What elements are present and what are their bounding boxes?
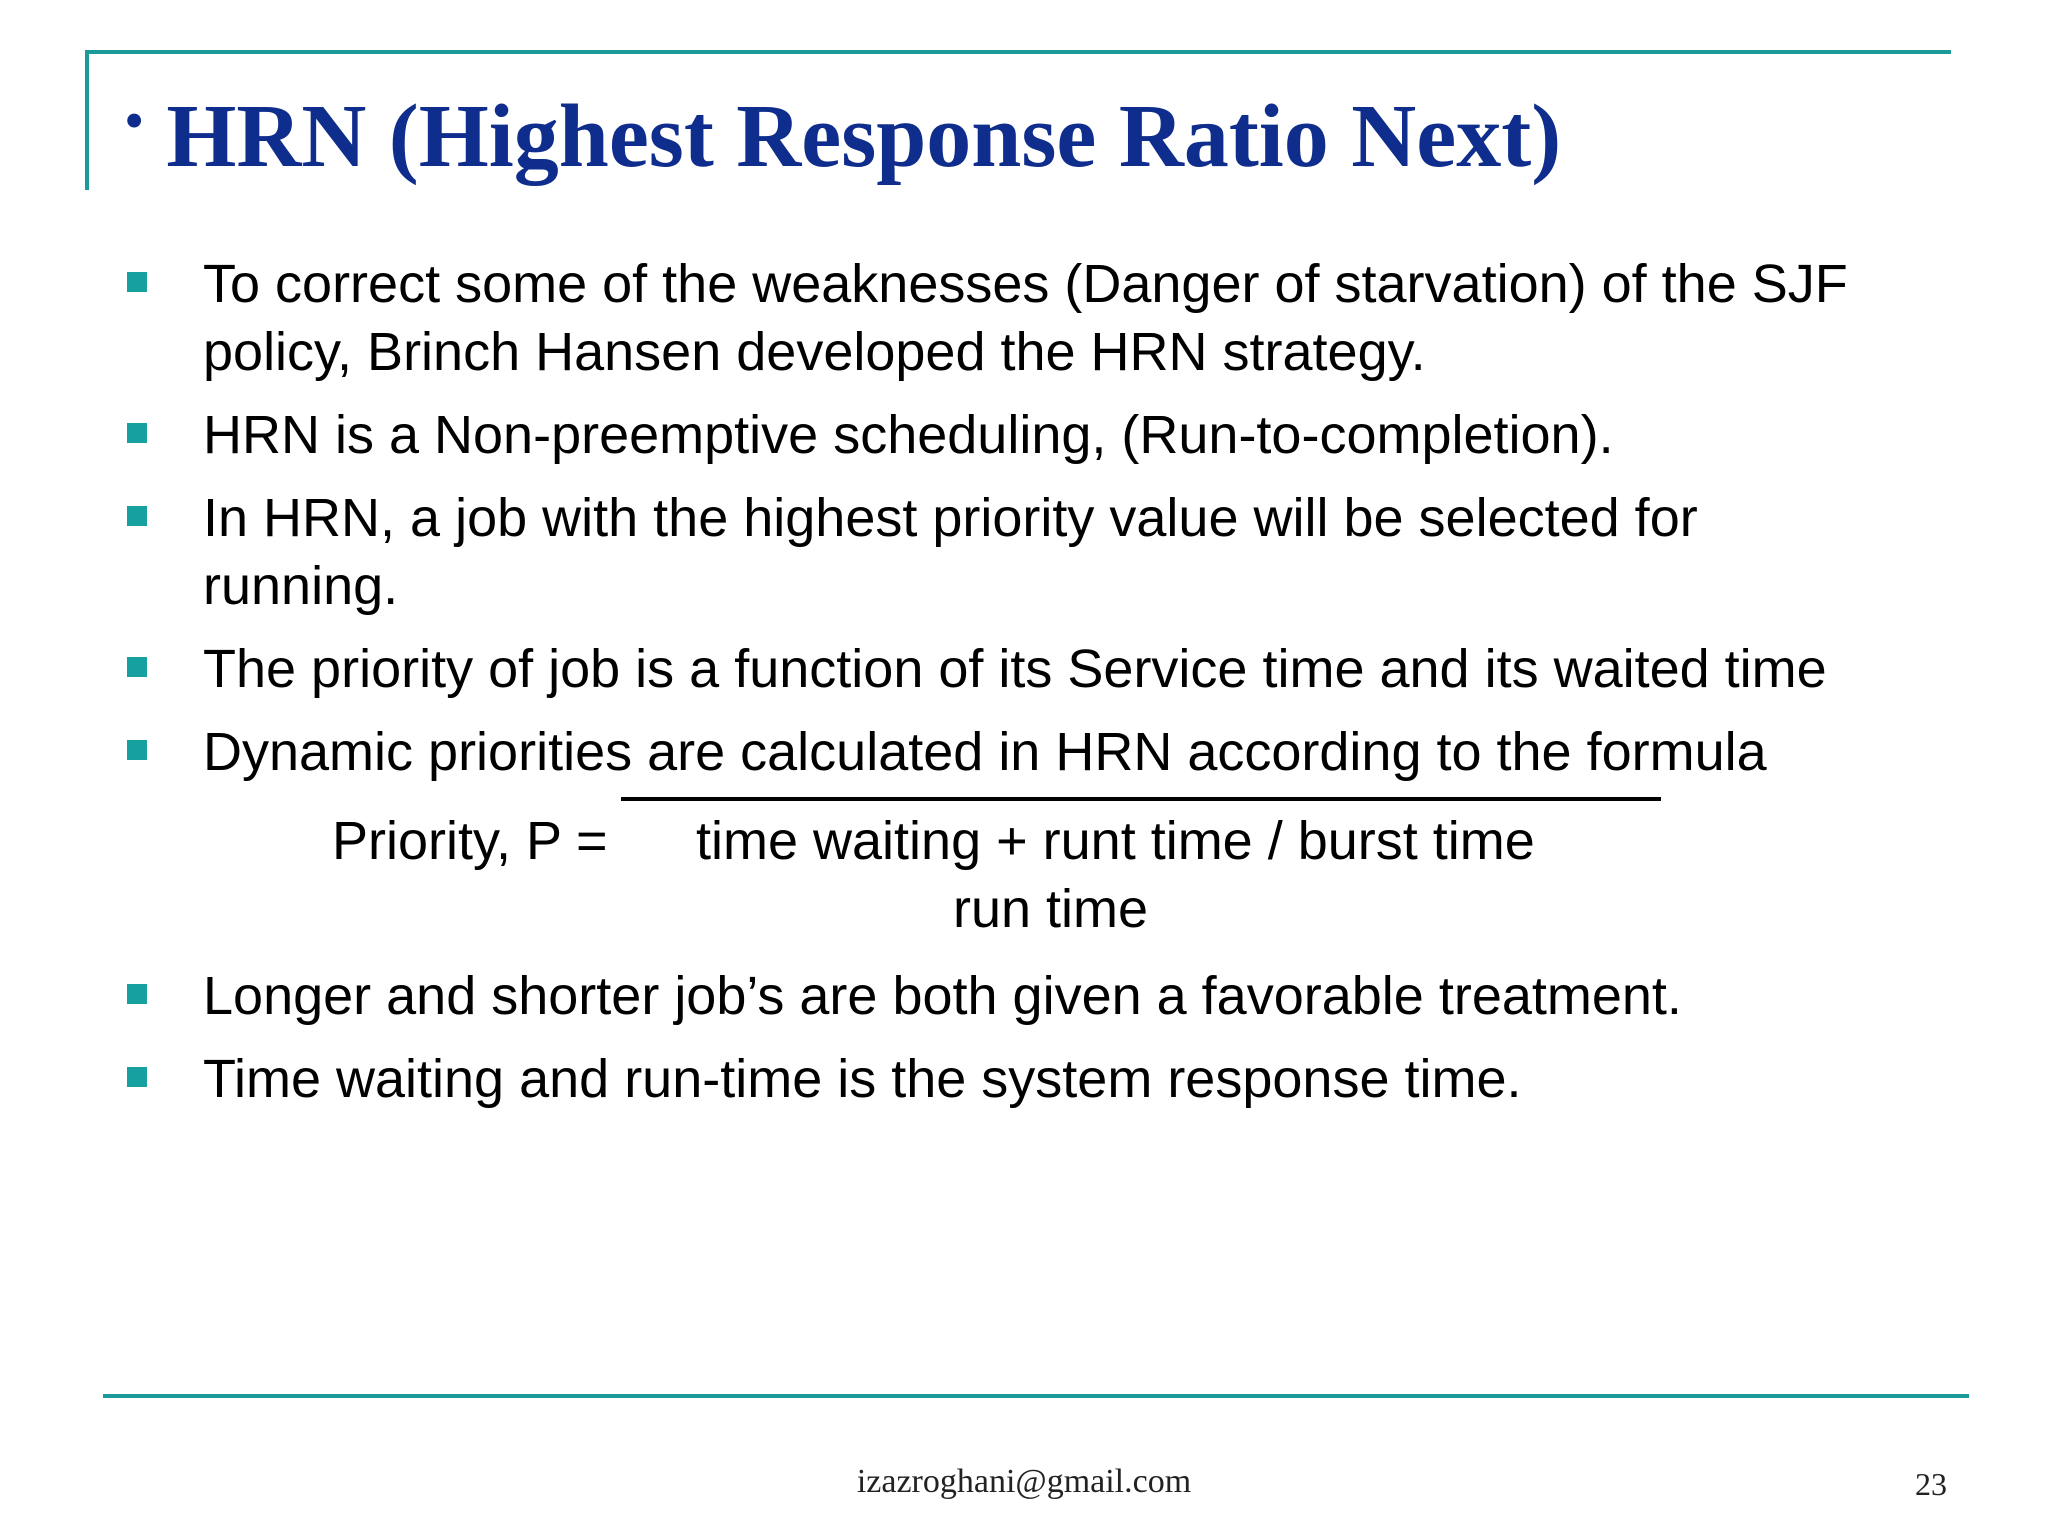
bullet-text: Time waiting and run-time is the system response time. bbox=[203, 1049, 1522, 1109]
list-item bbox=[125, 718, 1905, 786]
square-bullet-icon bbox=[127, 272, 147, 292]
top-rule bbox=[85, 50, 1951, 54]
square-bullet-icon bbox=[127, 984, 147, 1004]
formula-denominator: run time bbox=[953, 879, 1149, 939]
left-rule bbox=[85, 50, 89, 190]
formula-lhs: Priority, P = bbox=[332, 811, 608, 871]
list-item bbox=[125, 1045, 1905, 1113]
footer-email: izazroghani@gmail.com bbox=[856, 1463, 1192, 1500]
list-item bbox=[125, 484, 1905, 620]
list-item bbox=[125, 962, 1905, 1030]
bullet-text: The priority of job is a function of its Service time and its waited time bbox=[203, 639, 1827, 699]
square-bullet-icon bbox=[127, 740, 147, 760]
list-item bbox=[125, 401, 1905, 469]
page-number: 23 bbox=[1915, 1466, 1947, 1502]
bullet-text: In HRN, a job with the highest priority value will be selected for running. bbox=[203, 488, 1698, 616]
slide-title: HRN (Highest Response Ratio Next) bbox=[166, 87, 1562, 186]
formula-numerator: time waiting + runt time / burst time bbox=[696, 811, 1535, 871]
slide-title-row bbox=[124, 82, 1561, 192]
bullet-list bbox=[125, 250, 1905, 1128]
bottom-rule bbox=[103, 1394, 1969, 1398]
bullet-text: To correct some of the weaknesses (Danger of starvation) of the SJF policy, Brinch Hansen developed the HRN strategy. bbox=[203, 254, 1848, 382]
fraction-bar bbox=[621, 797, 1661, 801]
square-bullet-icon bbox=[127, 657, 147, 677]
list-item bbox=[125, 250, 1905, 386]
square-bullet-icon bbox=[127, 423, 147, 443]
title-bullet-icon: • bbox=[124, 88, 145, 153]
bullet-text: Longer and shorter job’s are both given a favorable treatment. bbox=[203, 966, 1682, 1026]
bullet-text: Dynamic priorities are calculated in HRN according to the formula bbox=[203, 722, 1767, 782]
square-bullet-icon bbox=[127, 506, 147, 526]
bullet-text: HRN is a Non-preemptive scheduling, (Run-to-completion). bbox=[203, 405, 1614, 465]
list-item bbox=[125, 635, 1905, 703]
square-bullet-icon bbox=[127, 1067, 147, 1087]
priority-formula bbox=[125, 797, 1905, 949]
